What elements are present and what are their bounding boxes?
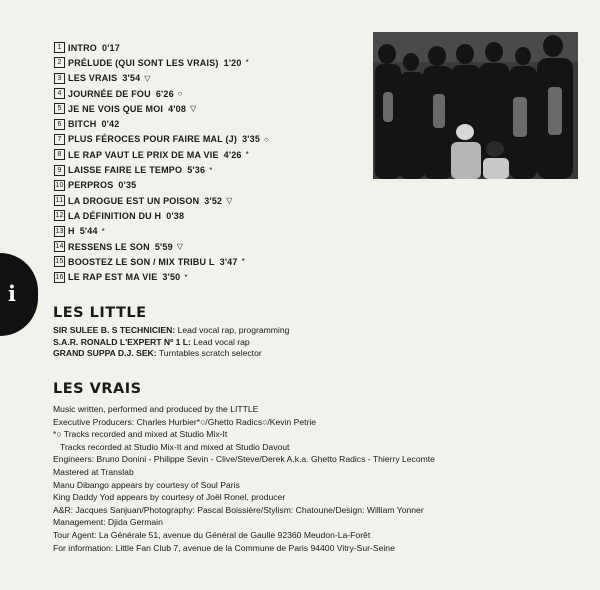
track-item [54, 239, 269, 254]
track-duration: 4'08 [168, 103, 187, 114]
credit-line: Music written, performed and produced by the LITTLE [53, 404, 259, 414]
track-marker: ○ [177, 89, 183, 99]
track-duration: 5'36 [187, 165, 206, 176]
band-photo-image [373, 32, 578, 179]
track-item [54, 269, 269, 284]
track-item [54, 116, 269, 131]
track-number: 15 [55, 258, 64, 266]
track-duration: 3'47 [219, 256, 238, 267]
track-title: LAISSE FAIRE LE TEMPO [68, 165, 183, 176]
credit-line: King Daddy Yod appears by courtesy of Joël Ronel, producer [53, 492, 286, 503]
track-title: LA DÉFINITION DU H [68, 210, 162, 221]
track-title: PRÉLUDE (QUI SONT LES VRAIS) [68, 57, 219, 68]
track-item [54, 132, 269, 147]
track-number: 13 [55, 227, 64, 235]
track-item [54, 55, 269, 70]
track-number: 12 [55, 212, 64, 220]
track-marker: ▽ [190, 104, 197, 114]
track-item [54, 40, 269, 55]
member-name: S.A.R. RONALD L'EXPERT Nº 1 L: [53, 336, 191, 347]
track-number: 14 [55, 243, 64, 250]
track-title: INTRO [68, 42, 97, 53]
member-role: Lead vocal rap, programming [175, 325, 290, 335]
info-tab-letter: i [8, 281, 16, 306]
track-duration: 3'50 [162, 272, 181, 283]
track-item [54, 178, 269, 193]
credit-line: *○ Tracks recorded and mixed at Studio Mix-It [53, 429, 228, 440]
credit-line: Management: Djida Germain [53, 517, 163, 528]
track-number: 7 [54, 134, 65, 145]
track-number: 3 [54, 73, 65, 84]
track-duration: 3'35 [242, 134, 261, 145]
track-marker: ▽ [226, 196, 233, 206]
track-number: 16 [55, 273, 64, 281]
band-photo [373, 32, 578, 179]
track-duration: 3'54 [122, 73, 141, 84]
track-duration: 5'44 [79, 226, 98, 237]
track-duration: 5'59 [154, 241, 173, 252]
credit-line: Manu Dibango appears by courtesy of Soul Paris [53, 479, 240, 490]
track-item [54, 224, 269, 239]
track-marker: ▽ [144, 73, 151, 83]
credit-line: A&R: Jacques Sanjuan/Photography: Pascal Boissière/Stylism: Chatoune/Design: William Yonner [53, 504, 424, 515]
track-title: RESSENS LE SON [68, 241, 150, 252]
track-item [54, 254, 269, 269]
track-item [54, 208, 269, 223]
track-duration: 1'20 [223, 57, 242, 68]
member-role: Turntables scratch selector [156, 348, 262, 359]
credits-list [53, 403, 435, 554]
tracklist [54, 40, 269, 285]
member-role: Lead vocal rap [190, 336, 250, 347]
track-marker: * [245, 58, 249, 68]
track-number: 6 [54, 119, 65, 130]
member-name: SIR SULEE B. S TECHNICIEN: [53, 325, 176, 335]
track-marker: * [245, 150, 249, 160]
track-title: JE NE VOIS QUE MOI [68, 103, 164, 114]
track-duration: 3'52 [204, 195, 223, 206]
track-number: 11 [55, 197, 64, 205]
track-number: 5 [54, 103, 65, 114]
track-marker: ▽ [176, 242, 184, 251]
section-heading-les-vrais: LES VRAIS [53, 381, 142, 397]
credit-line: Engineers: Bruno Donini - Philippe Sevin - Clive/Steve/Derek A.k.a. Ghetto Radics - Thierry Lecomte [53, 454, 435, 465]
track-duration: 4'26 [223, 149, 242, 160]
credit-line: For information: Little Fan Club 7, avenue de la Commune de Paris 94400 Vitry-Sur-Seine [53, 542, 395, 553]
track-title: LE RAP EST MA VIE [68, 272, 158, 283]
member-credit [53, 337, 289, 349]
track-title: LA DROGUE EST UN POISON [68, 195, 200, 206]
track-title: PERPROS [68, 180, 114, 191]
track-number: 10 [55, 181, 64, 189]
track-number: 2 [54, 57, 65, 68]
track-marker: ○ [264, 134, 270, 144]
member-credit [53, 348, 289, 360]
track-title: PLUS FÉROCES POUR FAIRE MAL (J) [68, 134, 238, 145]
track-title: JOURNÉE DE FOU [68, 88, 151, 99]
info-tab [0, 253, 38, 336]
track-number: 8 [54, 149, 65, 160]
track-item [54, 162, 269, 177]
track-item [54, 193, 269, 208]
credit-line: Mastered at Translab [53, 466, 134, 477]
track-number: 4 [54, 88, 65, 99]
track-number: 9 [54, 165, 65, 176]
track-title: H [68, 226, 75, 237]
track-marker: * [184, 272, 188, 282]
track-item [54, 86, 269, 101]
credit-line: Tracks recorded at Studio Mix-It and mixed at Studio Davout [53, 441, 290, 452]
track-title: LES VRAIS [68, 73, 118, 84]
track-marker: * [101, 226, 105, 236]
track-title: BITCH [68, 119, 97, 130]
member-name: GRAND SUPPA D.J. SEK: [53, 348, 157, 359]
track-duration: 0'42 [101, 119, 120, 130]
track-marker: * [241, 257, 245, 267]
track-duration: 0'17 [102, 42, 120, 53]
credit-line: Tour Agent: La Générale 51, avenue du Général de Gaulle 92360 Meudon-La-Forêt [53, 529, 371, 540]
track-marker: * [209, 165, 213, 175]
track-title: LE RAP VAUT LE PRIX DE MA VIE [68, 149, 219, 160]
track-duration: 6'26 [155, 88, 174, 99]
section-heading-les-little: LES LITTLE [53, 305, 147, 321]
track-item [54, 101, 269, 116]
track-item [54, 71, 269, 86]
member-credit [53, 325, 289, 337]
members-list [53, 325, 289, 360]
track-duration: 0'35 [118, 180, 137, 191]
track-item [54, 147, 269, 162]
track-title: BOOSTEZ LE SON / MIX TRIBU L [68, 256, 215, 267]
track-number: 1 [54, 42, 65, 53]
credit-line: Executive Producers: Charles Hurbier*○/Ghetto Radics○/Kevin Petrie [53, 416, 317, 427]
track-duration: 0'38 [166, 210, 185, 221]
